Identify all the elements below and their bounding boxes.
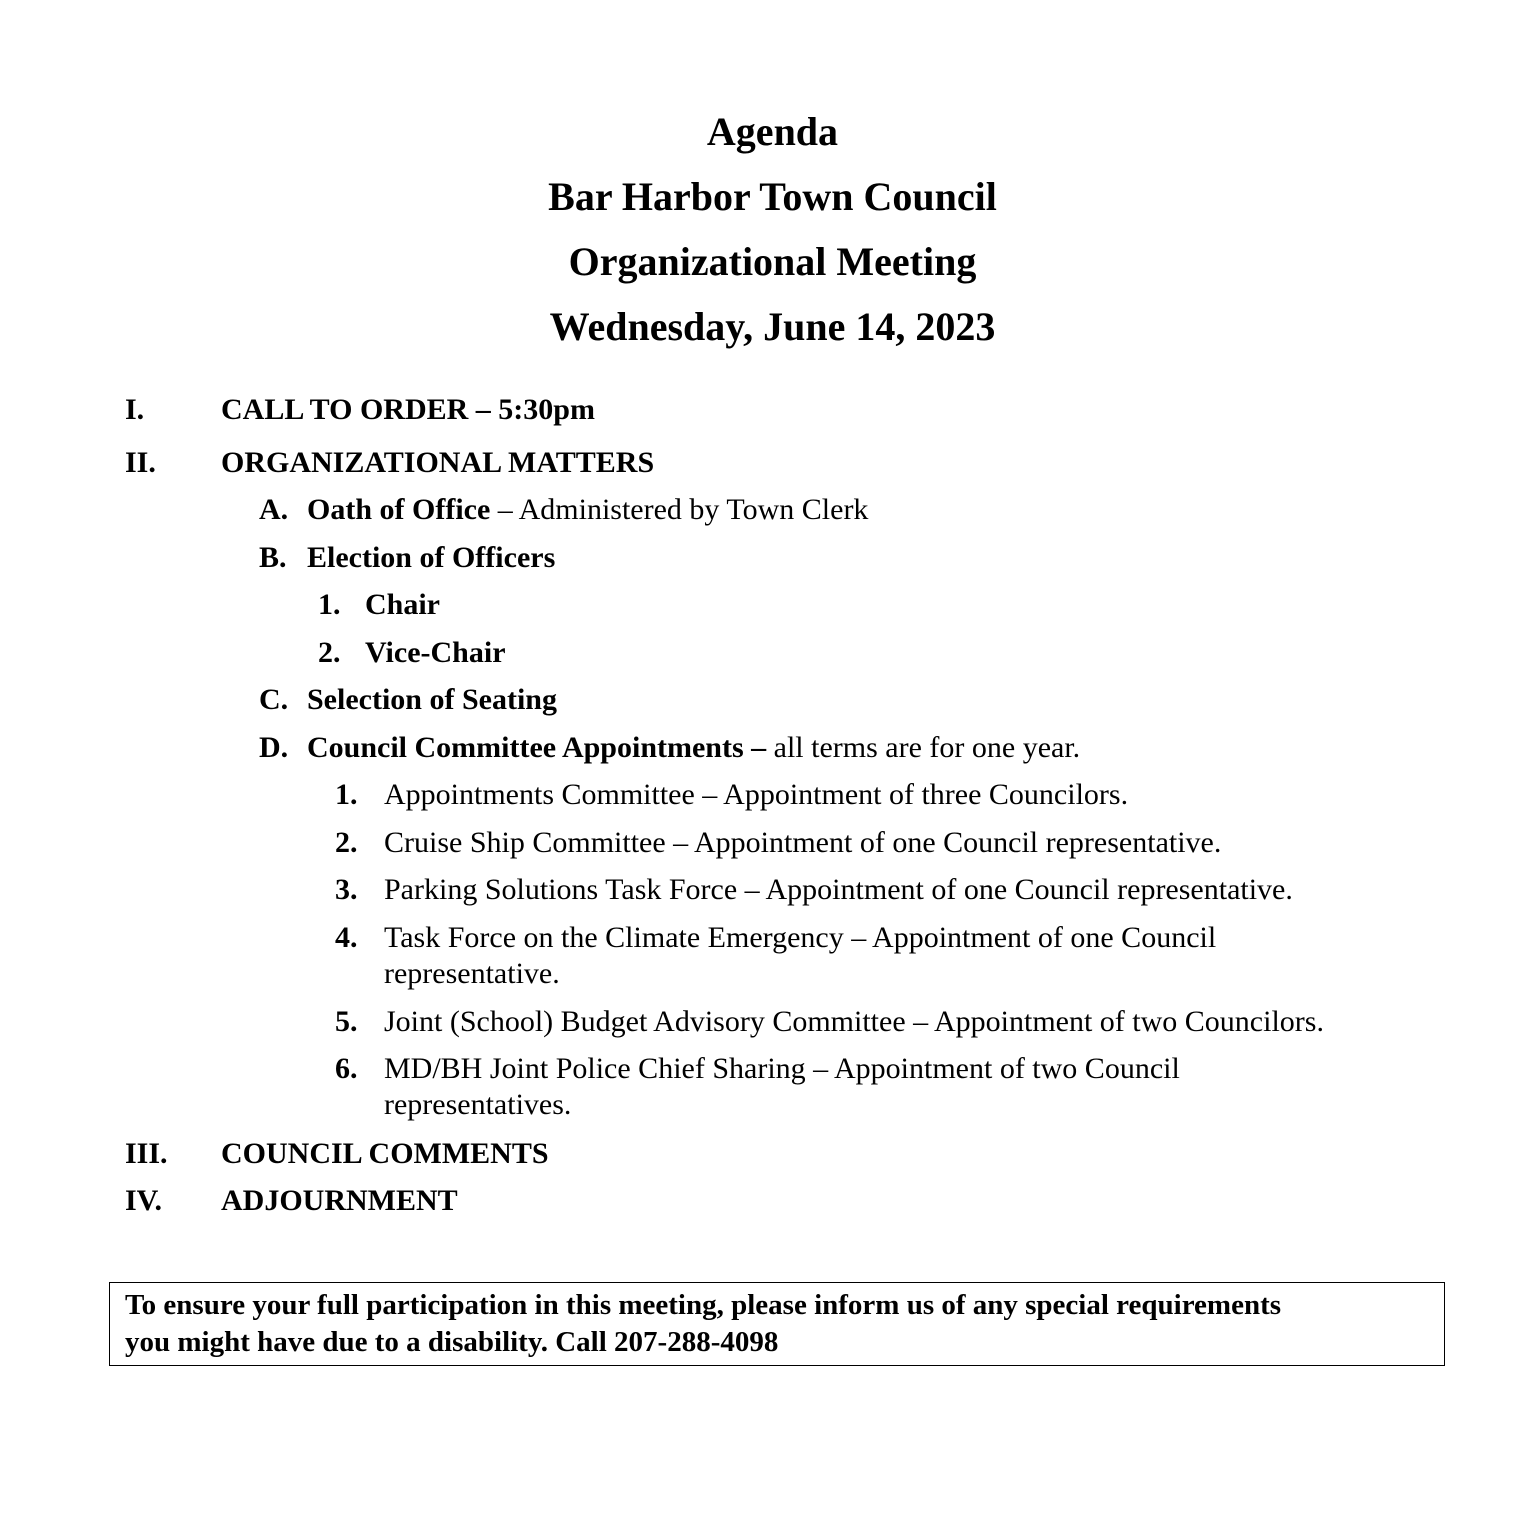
appointment-number: 5. (335, 1005, 358, 1038)
accessibility-notice-box (109, 1282, 1445, 1366)
item-letter: B. (259, 541, 287, 574)
officer-vice-chair: Vice-Chair (365, 636, 506, 669)
notice-line: To ensure your full participation in this meeting, please inform us of any special requirements (125, 1289, 1282, 1321)
appointment-line: representatives. (384, 1088, 572, 1121)
section-council-comments: COUNCIL COMMENTS (221, 1137, 549, 1170)
appointment-line: MD/BH Joint Police Chief Sharing – Appointment of two Council (384, 1052, 1180, 1085)
officer-number: 2. (318, 636, 341, 669)
section-number: I. (125, 393, 145, 426)
appointment-item: Parking Solutions Task Force – Appointment of one Council representative. (384, 873, 1293, 906)
item-oath-of-office (307, 493, 868, 527)
section-call-to-order: CALL TO ORDER – 5:30pm (221, 393, 595, 426)
appointment-item: Cruise Ship Committee – Appointment of one Council representative. (384, 826, 1222, 859)
appointment-line: Task Force on the Climate Emergency – Appointment of one Council (384, 921, 1217, 954)
notice-line: you might have due to a disability. Call 207-288-4098 (125, 1326, 779, 1358)
item-letter: C. (259, 683, 289, 716)
item-letter: D. (259, 731, 289, 764)
appointment-item: Appointments Committee – Appointment of three Councilors. (384, 778, 1129, 811)
item-description: all terms are for one year. (766, 731, 1081, 764)
meeting-date: Wednesday, June 14, 2023 (549, 304, 996, 349)
section-number: II. (125, 446, 156, 479)
section-number: III. (125, 1137, 168, 1170)
appointment-number: 4. (335, 921, 358, 954)
item-dash: – (743, 731, 767, 764)
appointment-number: 3. (335, 873, 358, 906)
appointment-item (384, 1051, 1464, 1123)
meeting-type: Organizational Meeting (568, 239, 977, 284)
section-organizational-matters: ORGANIZATIONAL MATTERS (221, 446, 655, 479)
agenda-title: Agenda (706, 109, 839, 154)
officer-number: 1. (318, 588, 341, 621)
appointment-number: 2. (335, 826, 358, 859)
appointment-item (384, 920, 1464, 992)
council-name: Bar Harbor Town Council (548, 174, 997, 219)
item-selection-of-seating: Selection of Seating (307, 683, 557, 716)
item-council-committee-appointments (307, 731, 1080, 765)
item-title: Oath of Office (307, 493, 491, 526)
item-election-of-officers: Election of Officers (307, 541, 556, 574)
appointment-item: Joint (School) Budget Advisory Committee – Appointment of two Councilors. (384, 1005, 1324, 1038)
item-description: – Administered by Town Clerk (490, 493, 869, 526)
item-title: Council Committee Appointments (307, 731, 744, 764)
section-adjournment: ADJOURNMENT (221, 1184, 458, 1217)
appointment-number: 1. (335, 778, 358, 811)
appointment-number: 6. (335, 1052, 358, 1085)
section-number: IV. (125, 1184, 162, 1217)
item-letter: A. (259, 493, 289, 526)
appointment-line: representative. (384, 957, 560, 990)
officer-chair: Chair (365, 588, 440, 621)
